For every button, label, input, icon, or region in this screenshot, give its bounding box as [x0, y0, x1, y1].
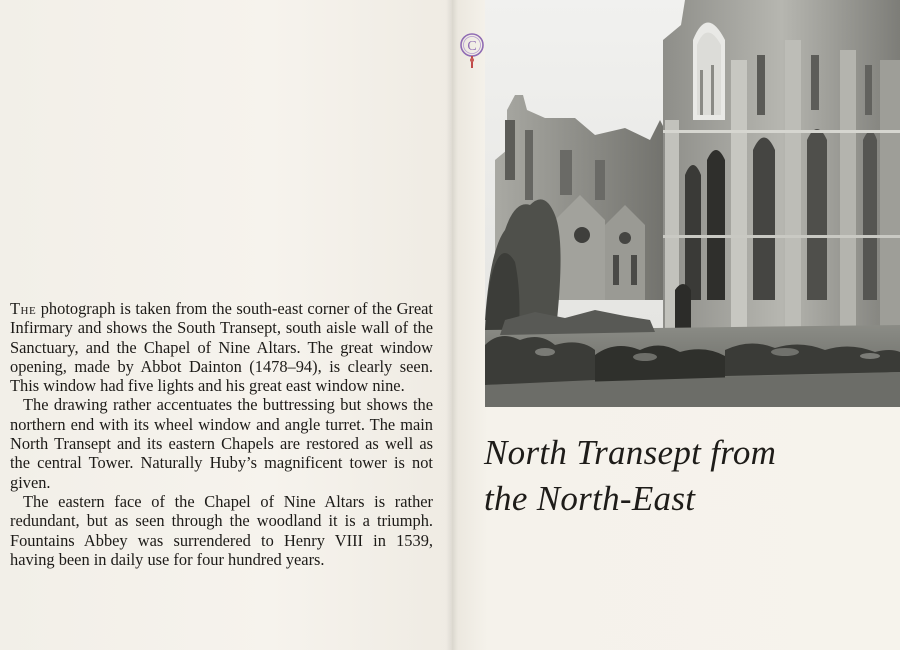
paragraph-1: [10, 299, 433, 395]
paragraph-lead: The: [10, 299, 37, 318]
library-stamp-icon: [458, 30, 488, 70]
stamp-letter: C: [467, 39, 477, 54]
photo-caption: [484, 430, 884, 522]
caption-line-2: the North-East: [484, 479, 696, 518]
paragraph-3: The eastern face of the Chapel of Nine Altars is rather redundant, but as seen through the woodland it is a triumph. Fountains Abbey was surrendered to Henry VIII in 1539, having been in daily use for four hundred years.: [10, 491, 433, 569]
book-gutter: [446, 0, 458, 650]
caption-line-1: North Transept from: [484, 433, 777, 472]
abbey-photograph: [485, 0, 900, 407]
paragraph-1-text: photograph is taken from the south-east corner of the Great Infirmary and shows the South Transept, south aisle wall of the Sanctuary, and the Chapel of Nine Altars. The great window opening, made by Abbot Dainton (1478–94), is clearly seen. This window had five lights and his great east window nine.: [10, 299, 433, 396]
paragraph-2: The drawing rather accentuates the buttressing but shows the northern end with its wheel window and angle turret. The main North Transept and its eastern Chapels are restored as well as the central Tower. Naturally Huby’s magnificent tower is not given.: [10, 395, 433, 492]
body-text: [10, 299, 433, 569]
abbey-ruins-image: [485, 0, 900, 407]
